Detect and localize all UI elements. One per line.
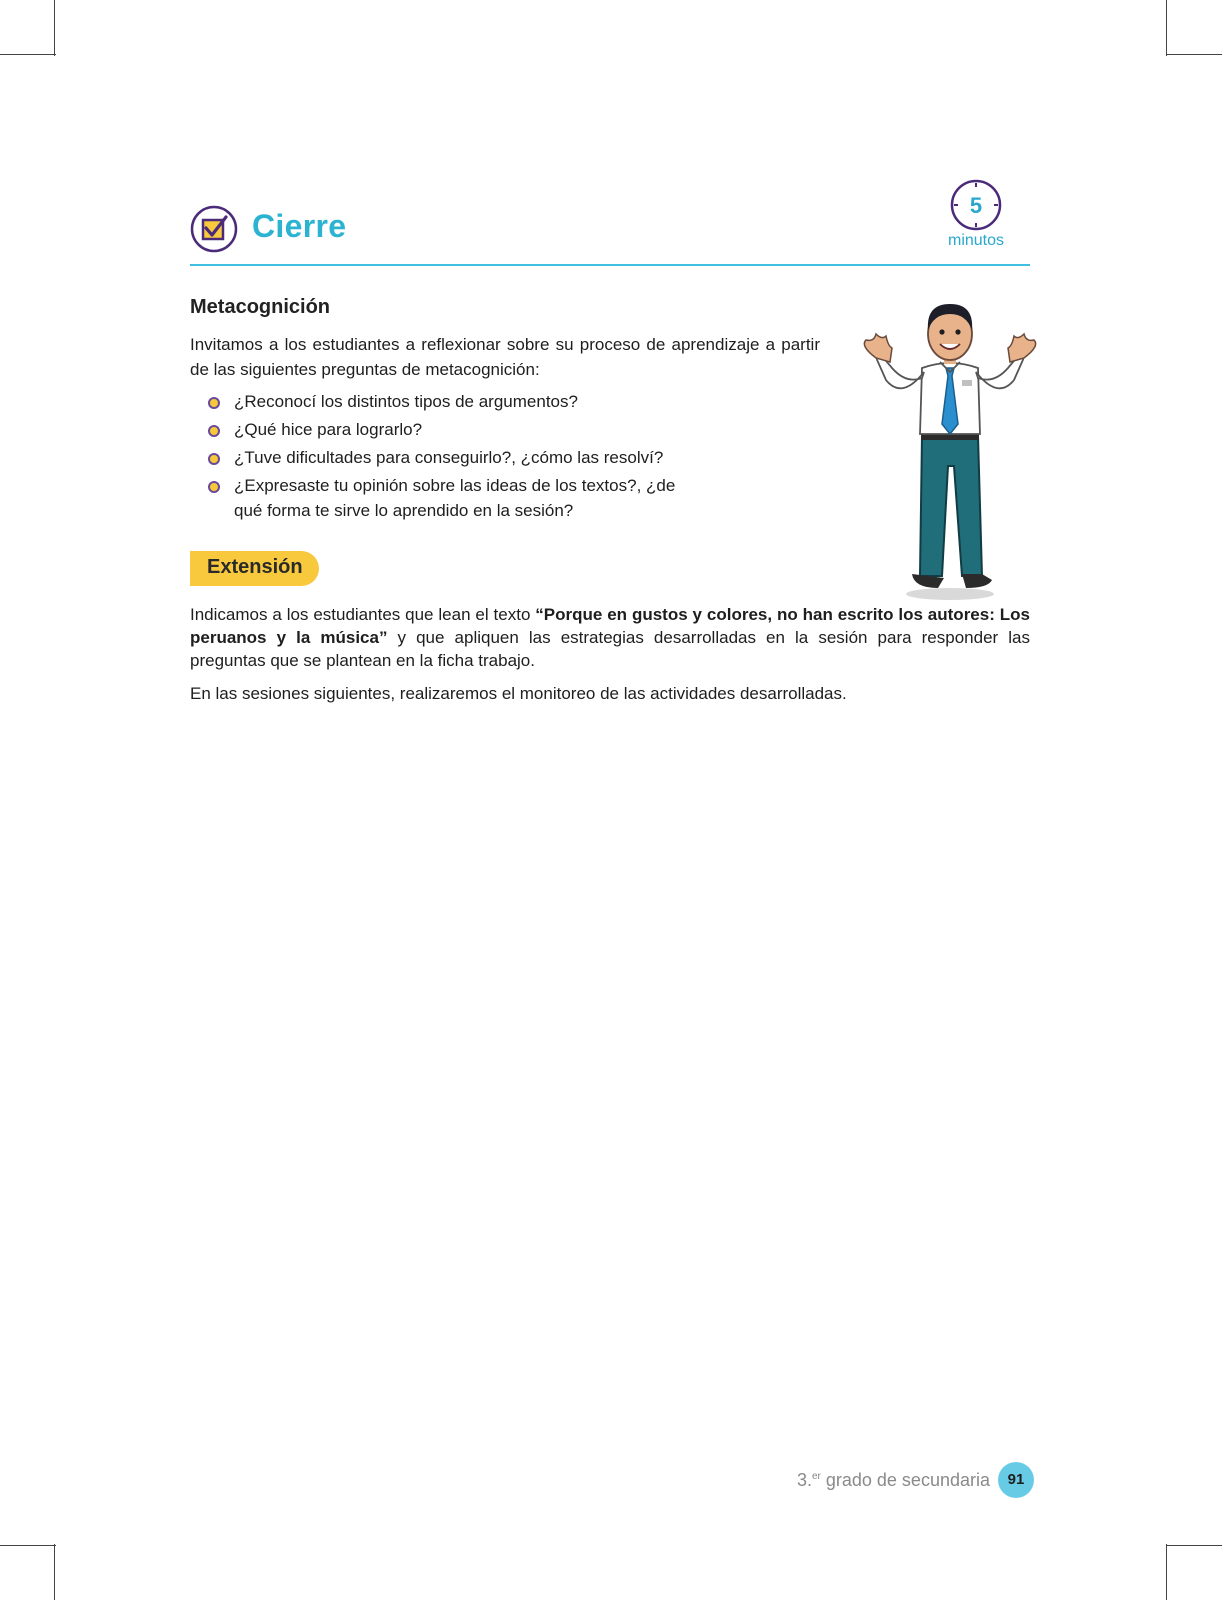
timer-value: 5 xyxy=(969,193,983,218)
extension-paragraph xyxy=(190,603,1030,672)
grade-label xyxy=(797,1470,990,1491)
bullet-icon xyxy=(208,425,220,437)
crop-mark xyxy=(54,0,55,56)
crop-mark xyxy=(1166,1544,1167,1600)
crop-mark xyxy=(54,1544,55,1600)
crop-mark xyxy=(0,1545,56,1546)
monitoring-paragraph: En las sesiones siguientes, realizaremos el monitoreo de las actividades desarrolladas. xyxy=(190,684,847,703)
extension-label-pill xyxy=(190,551,319,586)
extension-text-end: y que apliquen las estrategias desarrolladas en la sesión para responder las preguntas que se plantean en la ficha trabajo. xyxy=(190,628,1030,670)
extension-text-start: Indicamos a los estudiantes que lean el texto xyxy=(190,605,536,624)
grade-superscript: er xyxy=(811,1470,821,1482)
bullet-icon xyxy=(208,397,220,409)
list-item xyxy=(190,445,850,470)
section-header xyxy=(190,178,1030,266)
list-item xyxy=(190,417,850,442)
checkbox-check-icon xyxy=(190,205,238,253)
header-divider xyxy=(190,264,1030,266)
question-text: ¿Qué hice para lograrlo? xyxy=(234,420,423,439)
question-text: ¿Reconocí los distintos tipos de argumentos? xyxy=(234,392,578,411)
grade-text: grado de secundaria xyxy=(820,1469,990,1490)
reading-title: “Porque en gustos y colores, no han escrito los autores: Los peruanos y la música” xyxy=(190,605,1030,647)
grade-number: 3. xyxy=(796,1469,812,1490)
list-item xyxy=(190,389,850,414)
timer-badge xyxy=(936,178,1016,250)
crop-mark xyxy=(1166,54,1222,55)
crop-mark xyxy=(1166,0,1167,56)
metacognition-heading: Metacognición xyxy=(190,296,331,318)
page-number: 91 xyxy=(998,1462,1034,1498)
question-text: ¿Tuve dificultades para conseguirlo?, ¿cómo las resolví? xyxy=(234,448,664,467)
page-footer xyxy=(797,1462,1034,1498)
clock-icon xyxy=(949,178,1003,232)
teacher-illustration xyxy=(862,296,1044,608)
question-list xyxy=(190,389,850,526)
crop-mark xyxy=(0,54,56,55)
crop-mark xyxy=(1166,1545,1222,1546)
extension-label: Extensión xyxy=(207,556,303,578)
question-text: ¿Expresaste tu opinión sobre las ideas de los textos?, ¿de qué forma te sirve lo aprendido en la sesión? xyxy=(234,476,676,520)
bullet-icon xyxy=(208,481,220,493)
timer-unit: minutos xyxy=(947,232,1005,249)
bullet-icon xyxy=(208,453,220,465)
metacognition-intro: Invitamos a los estudiantes a reflexionar sobre su proceso de aprendizaje a partir de las siguientes preguntas de metacognición: xyxy=(190,335,820,379)
list-item xyxy=(190,473,850,523)
section-title: Cierre xyxy=(252,208,347,244)
